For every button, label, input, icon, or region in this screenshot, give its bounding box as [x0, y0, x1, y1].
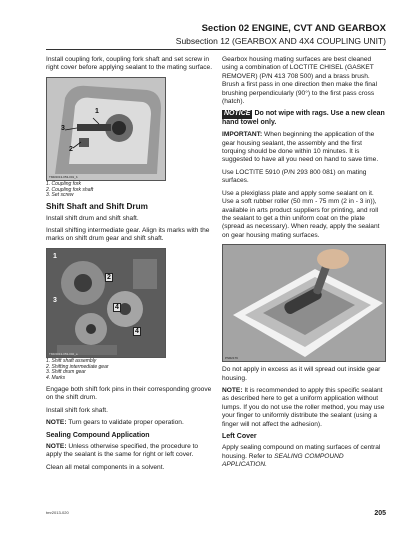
- callout-1: 1: [95, 107, 99, 115]
- figure-id: PSR2179: [225, 356, 238, 361]
- legend-item: 3. Shift drum gear: [46, 369, 86, 376]
- engage-paragraph: Engage both shift fork pins in their corresponding groove on the shift drum.: [46, 386, 212, 402]
- legend-item: 2. Coupling fork shaft: [46, 186, 94, 193]
- legend-item: 2. Shifting intermediate gear: [46, 363, 109, 370]
- callout-3: 3: [61, 124, 65, 132]
- plexiglass-paragraph: Use a plexiglass plate and apply some sealant on it. Use a soft rubber roller (50 mm - 75 mm (2 in - 3 in)), available in arts product suppliers for printing, and roll the sealant to get a thin uniform coat on the plate (spread as necessary). When ready, apply the sealant on gear housing mating surfaces.: [222, 189, 380, 239]
- callout-4b: 4: [135, 327, 139, 335]
- heading-shift-shaft: Shift Shaft and Shift Drum: [46, 202, 148, 212]
- legend-item: 4. Marks: [46, 375, 66, 382]
- notice-badge: NOTICE: [224, 110, 251, 118]
- figure-coupling-fork: [46, 77, 166, 181]
- important-label: IMPORTANT:: [222, 131, 263, 139]
- note-label: NOTE:: [46, 443, 67, 451]
- heading-sealing-compound: Sealing Compound Application: [46, 431, 150, 439]
- callout-2: 2: [69, 145, 73, 153]
- note-text: Unless otherwise specified, the procedure to apply the sealant is the same for right or left cover.: [46, 443, 199, 459]
- notice: [222, 110, 386, 127]
- left-cover-text: Apply sealing compound on mating surfaces of central housing. Refer to: [222, 444, 381, 460]
- figure2-legend: [46, 359, 214, 382]
- note-text: Turn gears to validate proper operation.: [66, 419, 184, 427]
- cleaning-paragraph: Gearbox housing mating surfaces are best cleaned using a combination of LOCTITE CHISEL (GASKET REMOVER) (P/N 413 708 500) and a brass brush. Brush a first pass in one direction then make the final brushing perpendicularly (90°) to the first pass cross (hatch).: [222, 56, 378, 106]
- legend-item: 1. Coupling fork: [46, 180, 82, 187]
- important-paragraph: [222, 131, 386, 165]
- section-title: Section 02 ENGINE, CVT AND GEARBOX: [201, 23, 386, 34]
- note-label: NOTE:: [222, 386, 243, 394]
- callout-3: 3: [53, 296, 57, 304]
- note-paragraph: [46, 419, 214, 427]
- right-column: [222, 56, 386, 474]
- excess-paragraph: Do not apply in excess as it will spread out inside gear housing.: [222, 366, 381, 382]
- figure1-legend: [46, 182, 214, 199]
- shift-gear-paragraph: Install shifting intermediate gear. Align its marks with the marks on shift drum gear and shift shaft.: [46, 227, 210, 243]
- figure-id: TMR2013-053-001_b: [49, 174, 78, 179]
- subsection-title: Subsection 12 (GEARBOX AND 4X4 COUPLING UNIT): [175, 36, 386, 46]
- header-rule: [46, 49, 386, 50]
- sealing-note-paragraph: [46, 443, 214, 460]
- document-id: tmr2013-020: [46, 510, 69, 515]
- intro-paragraph: Install coupling fork, coupling fork shaft and set screw in right cover before applying sealant to the mating surface.: [46, 56, 213, 72]
- notice-text: Do not wipe with rags. Use a new clean hand towel only.: [222, 110, 385, 126]
- loctite-paragraph: Use LOCTITE 5910 (P/N 293 800 081) on mating surfaces.: [222, 168, 367, 185]
- figure-shift-drum: [46, 248, 166, 358]
- left-cover-paragraph: [222, 444, 386, 469]
- clean-paragraph: Clean all metal components in a solvent.: [46, 463, 165, 471]
- page-number: 205: [374, 510, 386, 517]
- note-text: It is recommended to apply this specific sealant as described here to get a uniform application without lumps. If you do not use the roller method, you may use your finger to uniformly distribute the sealant (using a finger will not affect the adhesion).: [222, 386, 385, 428]
- shift-drum-illustration: [47, 249, 166, 358]
- sealing-reference-link[interactable]: SEALING COMPOUND APPLICATION.: [222, 452, 344, 469]
- fork-shaft-paragraph: Install shift fork shaft.: [46, 406, 108, 414]
- legend-item: 1. Shift shaft assembly: [46, 357, 97, 364]
- roller-plate-illustration: [223, 245, 386, 362]
- important-text: When beginning the application of the gear housing sealant, the assembly and the first torquing should be done within 10 minutes. It is suggested to have all you need on hand to save time.: [222, 131, 379, 164]
- legend-item: 3. Set screw: [46, 192, 74, 199]
- figure-id: TMR2013-053-002_a: [49, 351, 78, 356]
- note-label: NOTE:: [46, 419, 67, 427]
- callout-1: 1: [53, 252, 57, 260]
- callout-2: 2: [107, 273, 111, 281]
- left-column: [46, 56, 214, 476]
- shift-install-paragraph: Install shift drum and shift shaft.: [46, 214, 139, 222]
- note2-paragraph: [222, 387, 386, 429]
- callout-4a: 4: [115, 303, 119, 311]
- heading-left-cover: Left Cover: [222, 432, 257, 440]
- figure-roller-plate: [222, 244, 386, 362]
